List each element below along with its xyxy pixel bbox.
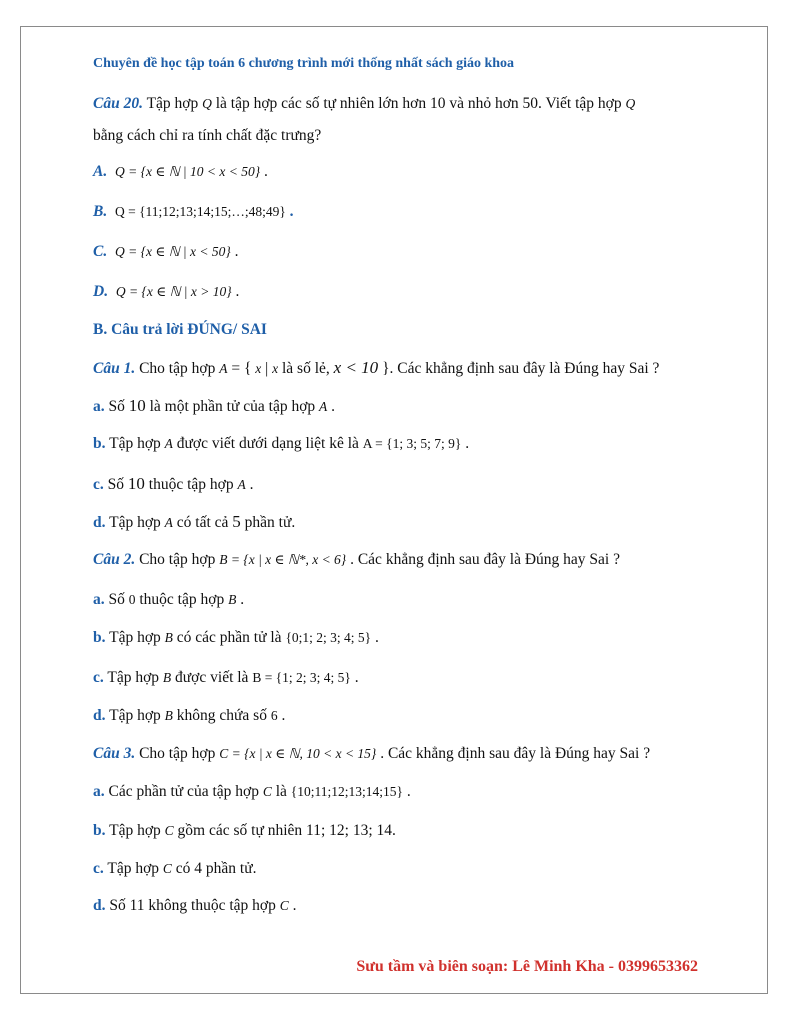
question-20-line-1: Câu 20. Tập hợp Q là tập hợp các số tự nhiên lớn hơn 10 và nhỏ hơn 50. Viết tập hợp Q: [93, 95, 636, 112]
question-20-line-2: bằng cách chỉ ra tính chất đặc trưng?: [93, 127, 322, 144]
q3-item-d: d. Số 11 không thuộc tập hợp C .: [93, 897, 297, 914]
q1-item-c: c. Số 10 thuộc tập hợp A .: [93, 474, 254, 493]
section-b-title: B. Câu trả lời ĐÚNG/ SAI: [93, 321, 267, 338]
question-3: Câu 3. Cho tập hợp C = {x | x ∈ ℕ, 10 < x < 15} . Các khẳng định sau đây là Đúng hay Sai ?: [93, 745, 651, 762]
q2-item-a: a. Số 0 thuộc tập hợp B .: [93, 591, 245, 608]
option-c: C. Q = {x ∈ ℕ | x < 50} .: [93, 243, 239, 260]
q3-item-a: a. Các phần tử của tập hợp C là {10;11;12;13;14;15} .: [93, 783, 411, 800]
question-2: Câu 2. Cho tập hợp B = {x | x ∈ ℕ*, x < 6} . Các khẳng định sau đây là Đúng hay Sai ?: [93, 551, 620, 568]
option-a: A. Q = {x ∈ ℕ | 10 < x < 50} .: [93, 163, 268, 180]
q1-item-b: b. Tập hợp A được viết dưới dạng liệt kê là A = {1; 3; 5; 7; 9} .: [93, 435, 470, 452]
q2-item-b: b. Tập hợp B có các phần tử là {0;1; 2; 3; 4; 5} .: [93, 629, 379, 646]
q1-item-d: d. Tập hợp A có tất cả 5 phần tử.: [93, 512, 296, 531]
q3-item-b: b. Tập hợp C gồm các số tự nhiên 11; 12; 13; 14.: [93, 822, 396, 839]
footer-credit: Sưu tầm và biên soạn: Lê Minh Kha - 0399653362: [356, 958, 698, 975]
question-1: Câu 1. Cho tập hợp A = { x | x là số lẻ, x < 10 }. Các khẳng định sau đây là Đúng hay Sai ?: [93, 358, 660, 377]
q1-item-a: a. Số 10 là một phần tử của tập hợp A .: [93, 396, 336, 415]
q2-item-d: d. Tập hợp B không chứa số 6 .: [93, 707, 286, 724]
q3-item-c: c. Tập hợp C có 4 phần tử.: [93, 860, 257, 877]
page-header: Chuyên đề học tập toán 6 chương trình mới thống nhất sách giáo khoa: [93, 56, 515, 71]
q2-item-c: c. Tập hợp B được viết là B = {1; 2; 3; 4; 5} .: [93, 669, 359, 686]
question-label: Câu 20.: [93, 95, 143, 112]
option-b: B. Q = {11;12;13;14;15;…;48;49} .: [93, 203, 294, 220]
option-d: D. Q = {x ∈ ℕ | x > 10} .: [93, 283, 240, 300]
